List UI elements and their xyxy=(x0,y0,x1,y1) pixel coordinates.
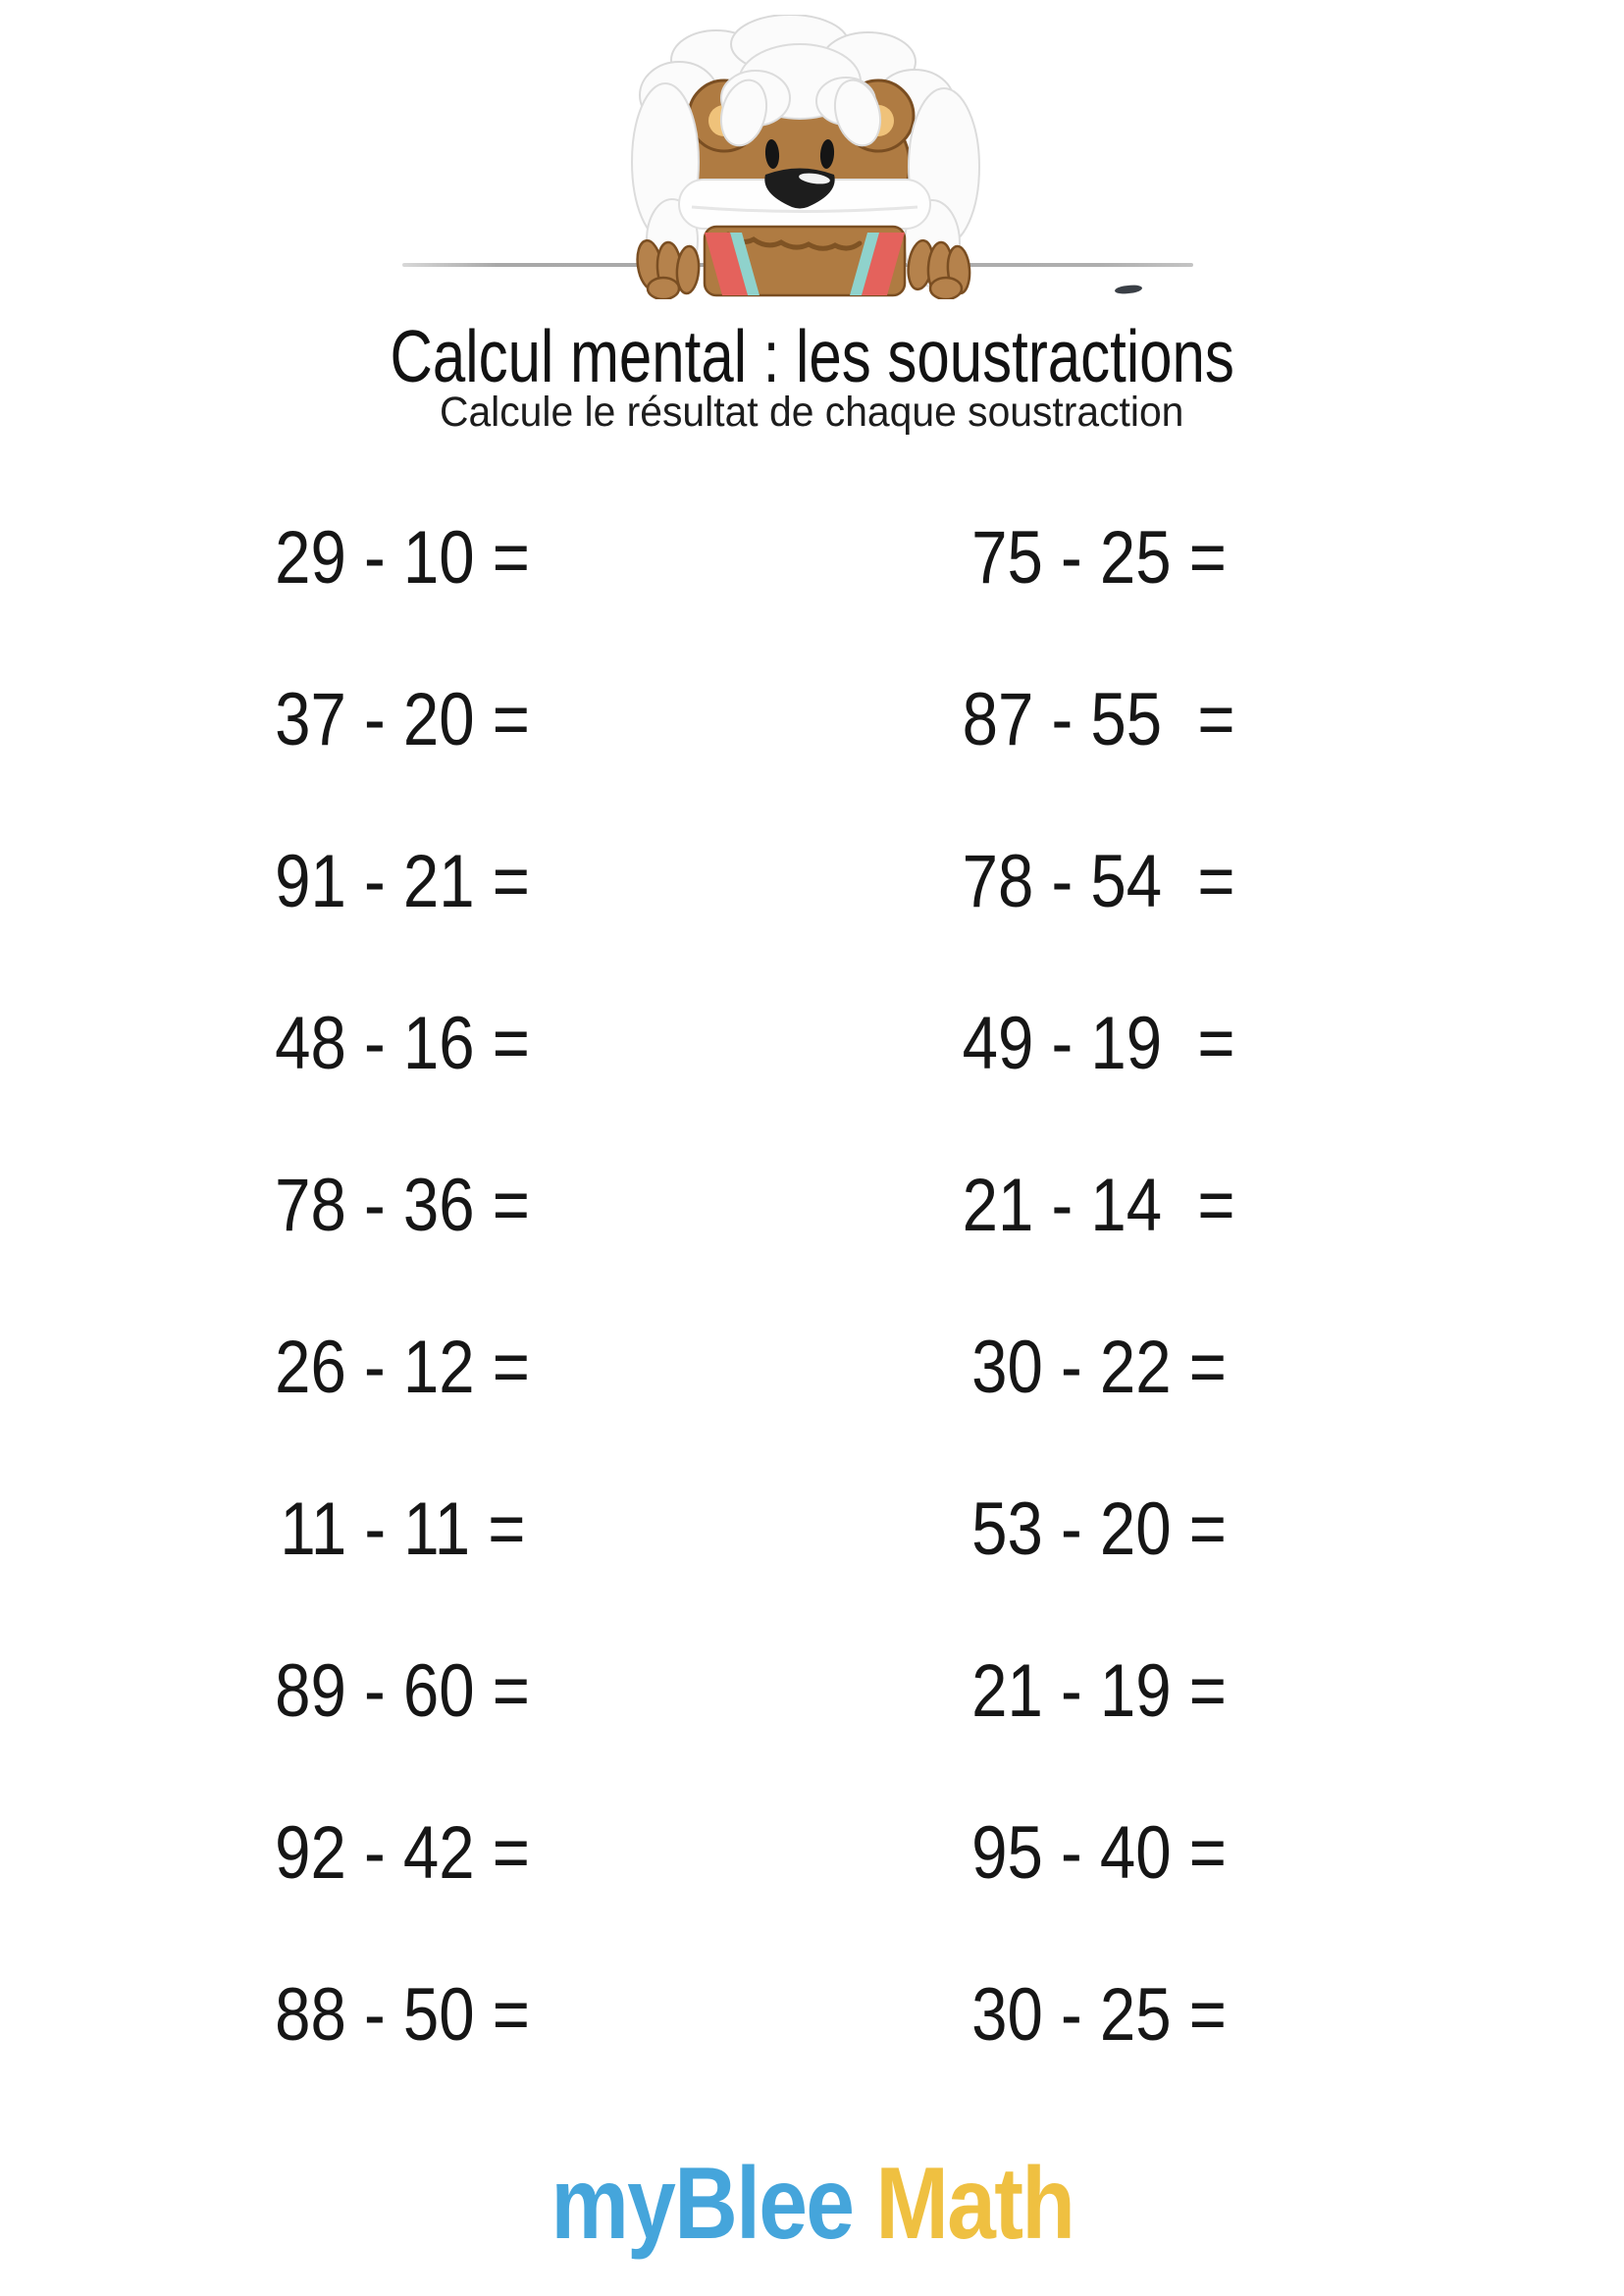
subtraction-problem xyxy=(128,678,677,761)
brand-logo xyxy=(0,2147,1624,2261)
problem-text: 91 - 21 = xyxy=(275,840,530,923)
problem-text: 29 - 10 = xyxy=(275,516,530,600)
subtraction-problem xyxy=(824,1002,1374,1085)
problem-text: 37 - 20 = xyxy=(275,678,530,761)
logo-math: Math xyxy=(875,2147,1074,2261)
subtraction-problem xyxy=(128,1487,677,1571)
problem-text: 53 - 20 = xyxy=(971,1487,1227,1571)
problem-text: 87 - 55 = xyxy=(963,678,1235,761)
logo-space xyxy=(853,2147,875,2261)
page-subtitle xyxy=(0,391,1624,434)
subtraction-problem xyxy=(824,678,1374,761)
problem-text: 48 - 16 = xyxy=(275,1002,530,1085)
problem-text: 49 - 19 = xyxy=(963,1002,1235,1085)
subtraction-problem xyxy=(128,1164,677,1247)
problem-text: 30 - 22 = xyxy=(971,1326,1227,1409)
logo-my: my xyxy=(550,2147,674,2261)
subtraction-problem xyxy=(824,1164,1374,1247)
subtraction-problem xyxy=(128,516,677,600)
problem-text: 78 - 36 = xyxy=(275,1164,530,1247)
stray-ink-mark xyxy=(1115,285,1143,295)
page-title xyxy=(0,315,1624,397)
subtraction-problem xyxy=(128,1973,677,2057)
subtraction-problem xyxy=(824,1973,1374,2057)
subtraction-problem xyxy=(824,516,1374,600)
page-title-text: Calcul mental : les soustractions xyxy=(390,315,1234,397)
problem-text: 26 - 12 = xyxy=(275,1326,530,1409)
subtraction-problem xyxy=(128,1002,677,1085)
subtraction-problem xyxy=(824,840,1374,923)
page-subtitle-text: Calcule le résultat de chaque soustraction xyxy=(440,389,1184,436)
subtraction-problem xyxy=(128,1811,677,1895)
brand-logo-text xyxy=(550,2147,1074,2261)
problem-text: 11 - 11 = xyxy=(279,1487,526,1571)
problem-text: 75 - 25 = xyxy=(971,516,1227,600)
subtraction-problem xyxy=(824,1326,1374,1409)
subtraction-problem xyxy=(128,840,677,923)
subtraction-problem xyxy=(824,1811,1374,1895)
subtraction-problem xyxy=(824,1649,1374,1733)
problem-text: 21 - 19 = xyxy=(971,1649,1227,1733)
problem-text: 92 - 42 = xyxy=(275,1811,530,1895)
subtraction-problem xyxy=(824,1487,1374,1571)
problem-text: 95 - 40 = xyxy=(971,1811,1227,1895)
problem-text: 30 - 25 = xyxy=(971,1973,1227,2057)
problem-text: 88 - 50 = xyxy=(275,1973,530,2057)
bear-einstein-mascot-icon xyxy=(579,15,1030,299)
problem-text: 21 - 14 = xyxy=(963,1164,1235,1247)
logo-blee: Blee xyxy=(673,2147,853,2261)
subtraction-problem xyxy=(128,1649,677,1733)
problem-text: 89 - 60 = xyxy=(275,1649,530,1733)
subtraction-problem xyxy=(128,1326,677,1409)
problem-text: 78 - 54 = xyxy=(963,840,1235,923)
